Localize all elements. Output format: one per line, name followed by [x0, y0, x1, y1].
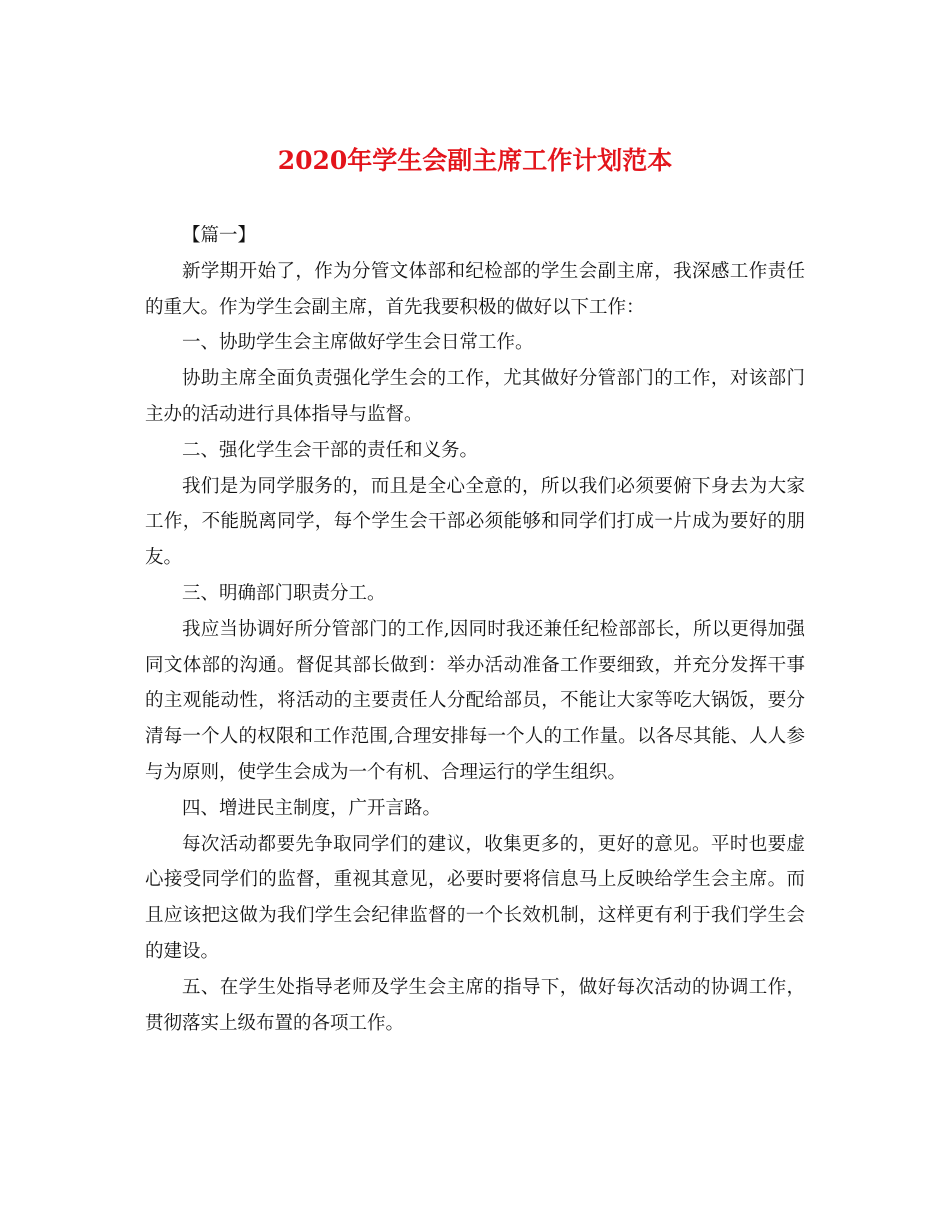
paragraph: 每次活动都要先争取同学们的建议，收集更多的，更好的意见。平时也要虚心接受同学们的监督，重视其意见，必要时要将信息马上反映给学生会主席。而且应该把这做为我们学生会纪律监督的一个长效机制，这样更有利于我们学生会的建设。 — [145, 833, 805, 962]
paragraph: 我应当协调好所分管部门的工作,因同时我还兼任纪检部部长，所以更得加强同文体部的沟通。督促其部长做到：举办活动准备工作要细致，并充分发挥干事的主观能动性，将活动的主要责任人分配给部员，不能让大家等吃大锅饭，要分清每一个人的权限和工作范围,合理安排每一个人的工作量。以各尽其能、人人参与为原则，使学生会成为一个有机、合理运行的学生组织。 — [145, 618, 805, 783]
section-heading: 一、协助学生会主席做好学生会日常工作。 — [182, 332, 534, 354]
paragraph: 新学期开始了，作为分管文体部和纪检部的学生会副主席，我深感工作责任的重大。作为学生会副主席，首先我要积极的做好以下工作： — [145, 260, 805, 318]
document-title: 2020年学生会副主席工作计划范本 — [277, 146, 673, 175]
paragraph: 协助主席全面负责强化学生会的工作，尤其做好分管部门的工作，对该部门主办的活动进行具体指导与监督。 — [145, 368, 805, 425]
document-body — [145, 218, 805, 1041]
section-label: 【篇一】 — [182, 225, 257, 246]
paragraph: 我们是为同学服务的，而且是全心全意的，所以我们必须要俯下身去为大家工作，不能脱离同学，每个学生会干部必须能够和同学们打成一片成为要好的朋友。 — [145, 475, 805, 569]
section-heading: 五、在学生处指导老师及学生会主席的指导下，做好每次活动的协调工作，贯彻落实上级布置的各项工作。 — [145, 976, 805, 1034]
section-heading: 四、增进民主制度，广开言路。 — [182, 797, 442, 819]
section-heading: 三、明确部门职责分工。 — [182, 582, 386, 604]
section-heading: 二、强化学生会干部的责任和义务。 — [182, 439, 479, 461]
